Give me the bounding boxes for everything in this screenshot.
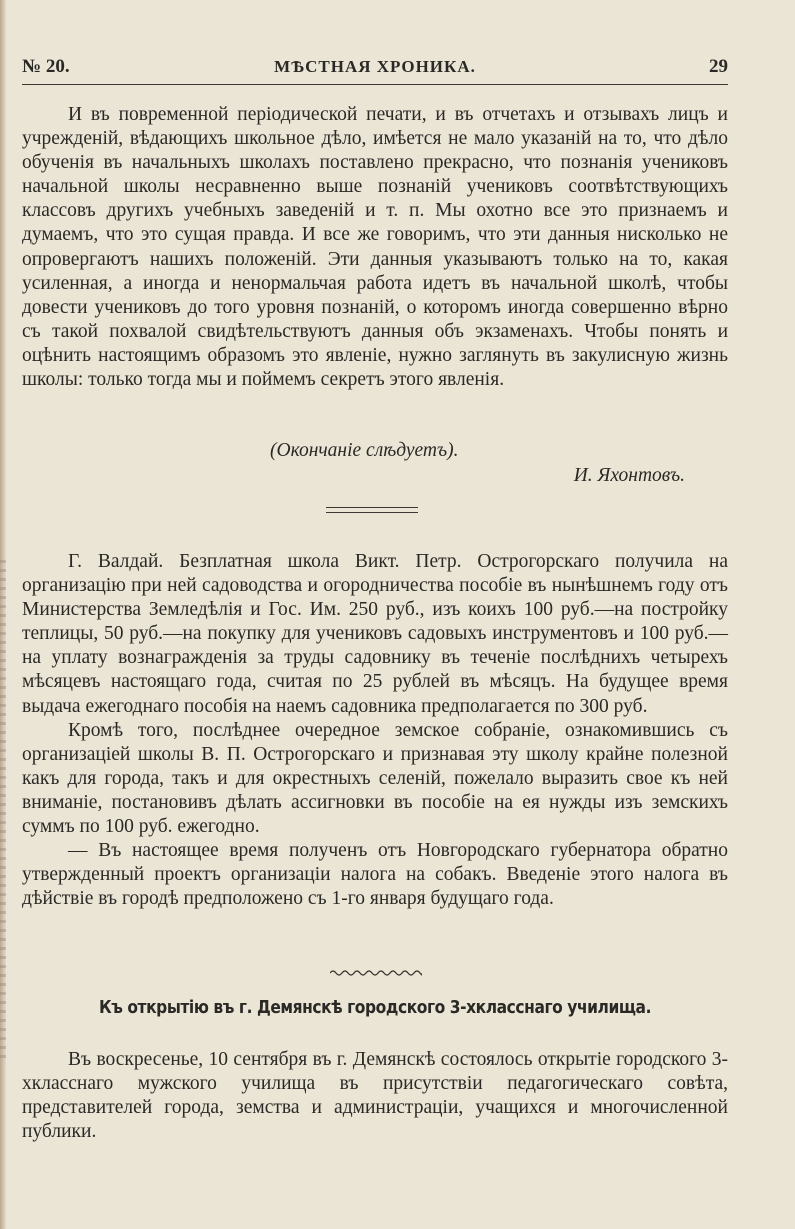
running-header bbox=[22, 56, 728, 82]
author-signature: И. Яхонтовъ. bbox=[573, 465, 685, 486]
header-rule bbox=[22, 84, 728, 85]
article-1-paragraph: И въ повременной періодической печати, и въ отчетахъ и отзывахъ лицъ и учрежденій, вѣдающихъ школьное дѣло, имѣется не мало указаній на то, что дѣло обученія въ начальныхъ школахъ поставлено прекрасно, что познанія учениковъ начальной школы несравненно выше познаній учениковъ соотвѣтствующихъ классовъ другихъ учебныхъ заведеній и т. п. Мы охотно все это признаемъ и думаемъ, что это сущая правда. И все же говоримъ, что эти данныя нисколько не опровергаютъ нашихъ положеній. Эти данныя указываютъ только на то, какая усиленная, а иногда и ненормальчая работа идетъ въ начальной школѣ, чтобы довести учениковъ до того уровня познаній, о которомъ иногда совершенно вѣрно съ такой похвалой свидѣтельствуютъ данныя объ экзаменахъ. Чтобы понять и оцѣнить настоящимъ образомъ это явленіе, нужно заглянуть въ закулисную жизнь школы: только тогда мы и поймемъ секретъ этого явленія. bbox=[22, 104, 728, 391]
article-1-body bbox=[22, 103, 728, 392]
header-title: МѢСТНАЯ ХРОНИКА. bbox=[274, 57, 476, 76]
section-divider bbox=[326, 507, 418, 513]
article-3-paragraph: Въ воскресенье, 10 сентября въ г. Демянскѣ состоялось открытіе городского 3-хкласснаго мужского училища въ присутствіи педагогическаго совѣта, представителей города, земства и администраціи, учащихся и многочисленной публики. bbox=[22, 1049, 728, 1143]
article-2-paragraph: Г. Валдай. Безплатная школа Викт. Петр. Острогорскаго получила на организацію при ней садоводства и огородничества пособіе въ нынѣшнемъ году отъ Министерства Земледѣлія и Гос. Им. 250 руб., изъ коихъ 100 руб.—на постройку теплицы, 50 руб.—на покупку для учениковъ садовыхъ инструментовъ и 100 руб.—на уплату вознагражденія за труды садовнику въ теченіе послѣднихъ четырехъ мѣсяцевъ настоящаго года, считая по 25 рублей въ мѣсяцъ. На будущее время выдача ежегоднаго пособія на наемъ садовника предполагается по 300 руб. bbox=[22, 551, 728, 717]
continued-note: (Окончаніе слѣдуетъ). bbox=[270, 440, 459, 461]
article-2-paragraph: Кромѣ того, послѣднее очередное земское собраніе, ознакомившись съ организаціей школы В. П. Острогорскаго и признавая эту школу крайне полезной какъ для города, такъ и для окрестныхъ селеній, пожелало выразить свое къ ней вниманіе, постановивъ дѣлать ассигновки въ пособіе на ея нужды изъ земскихъ суммъ по 100 руб. ежегодно. bbox=[22, 719, 728, 838]
article-2-body bbox=[22, 550, 728, 911]
issue-number: № 20. bbox=[22, 56, 70, 77]
wavy-divider bbox=[330, 968, 422, 978]
binding-marks bbox=[0, 560, 6, 1060]
article-3-body bbox=[22, 1048, 728, 1144]
article-2-paragraph: — Въ настоящее время полученъ отъ Новгородскаго губернатора обратно утвержденный проектъ организаціи налога на собакъ. Введеніе этого налога въ дѣйствіе въ городѣ предположено съ 1-го января будущаго года. bbox=[22, 840, 728, 910]
page-number: 29 bbox=[709, 56, 728, 77]
article-3-title: Къ открытію въ г. Демянскѣ городского 3-хкласснаго училища. bbox=[98, 997, 652, 1018]
